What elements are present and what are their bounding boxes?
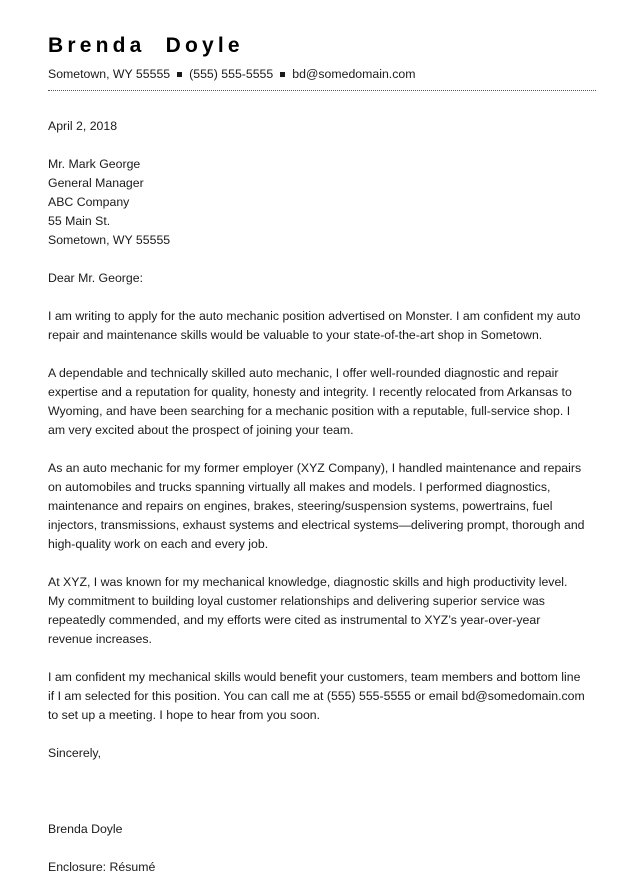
salutation: Dear Mr. George:	[48, 271, 143, 286]
square-bullet-icon	[177, 72, 182, 77]
recipient-city-state-zip: Sometown, WY 55555	[48, 233, 171, 248]
contact-line	[48, 67, 596, 83]
body-paragraph: I am confident my mechanical skills would benefit your customers, team members and bottom line if I am selected for this position. You can call me at (555) 555-5555 or email bd@somedomain.com to set up a meeting. I hope to hear from you soon.	[48, 670, 585, 723]
letter-body	[48, 91, 586, 877]
enclosure-line: Enclosure: Résumé	[48, 860, 156, 875]
letterhead	[48, 0, 596, 91]
body-paragraph: As an auto mechanic for my former employer (XYZ Company), I handled maintenance and repairs on automobiles and trucks spanning virtually all makes and models. I performed diagnostics, maintenance and repairs on engines, brakes, steering/suspension systems, powertrains, fuel injectors, transmissions, exhaust systems and electrical systems—delivering prompt, thorough and high-quality work on each and every job.	[48, 461, 585, 552]
square-bullet-icon	[280, 72, 285, 77]
signature-name: Brenda Doyle	[48, 822, 123, 837]
recipient-title: General Manager	[48, 176, 144, 191]
recipient-address-block	[48, 155, 586, 250]
page-title: Brenda Doyle	[48, 34, 244, 57]
recipient-street: 55 Main St.	[48, 214, 111, 229]
body-paragraph: At XYZ, I was known for my mechanical knowledge, diagnostic skills and high productivity level. My commitment to building loyal customer relationships and delivering superior service was repeatedly commended, and my efforts were cited as instrumental to XYZ’s year-over-year revenue increases.	[48, 575, 568, 647]
body-paragraph: I am writing to apply for the auto mechanic position advertised on Monster. I am confident my auto repair and maintenance skills would be valuable to your state-of-the-art shop in Sometown.	[48, 309, 581, 343]
body-paragraph: A dependable and technically skilled auto mechanic, I offer well-rounded diagnostic and repair expertise and a reputation for quality, honesty and integrity. I recently relocated from Arkansas to Wyoming, and have been searching for a mechanic position with a reputable, full-service shop. I am very excited about the prospect of joining your team.	[48, 366, 572, 438]
recipient-company: ABC Company	[48, 195, 130, 210]
letter-date: April 2, 2018	[48, 119, 118, 134]
contact-location: Sometown, WY 55555	[48, 67, 171, 82]
signature-space	[48, 763, 586, 820]
recipient-name: Mr. Mark George	[48, 157, 141, 172]
contact-phone: (555) 555-5555	[189, 67, 274, 82]
closing-salutation: Sincerely,	[48, 746, 102, 761]
contact-email: bd@somedomain.com	[292, 67, 416, 82]
